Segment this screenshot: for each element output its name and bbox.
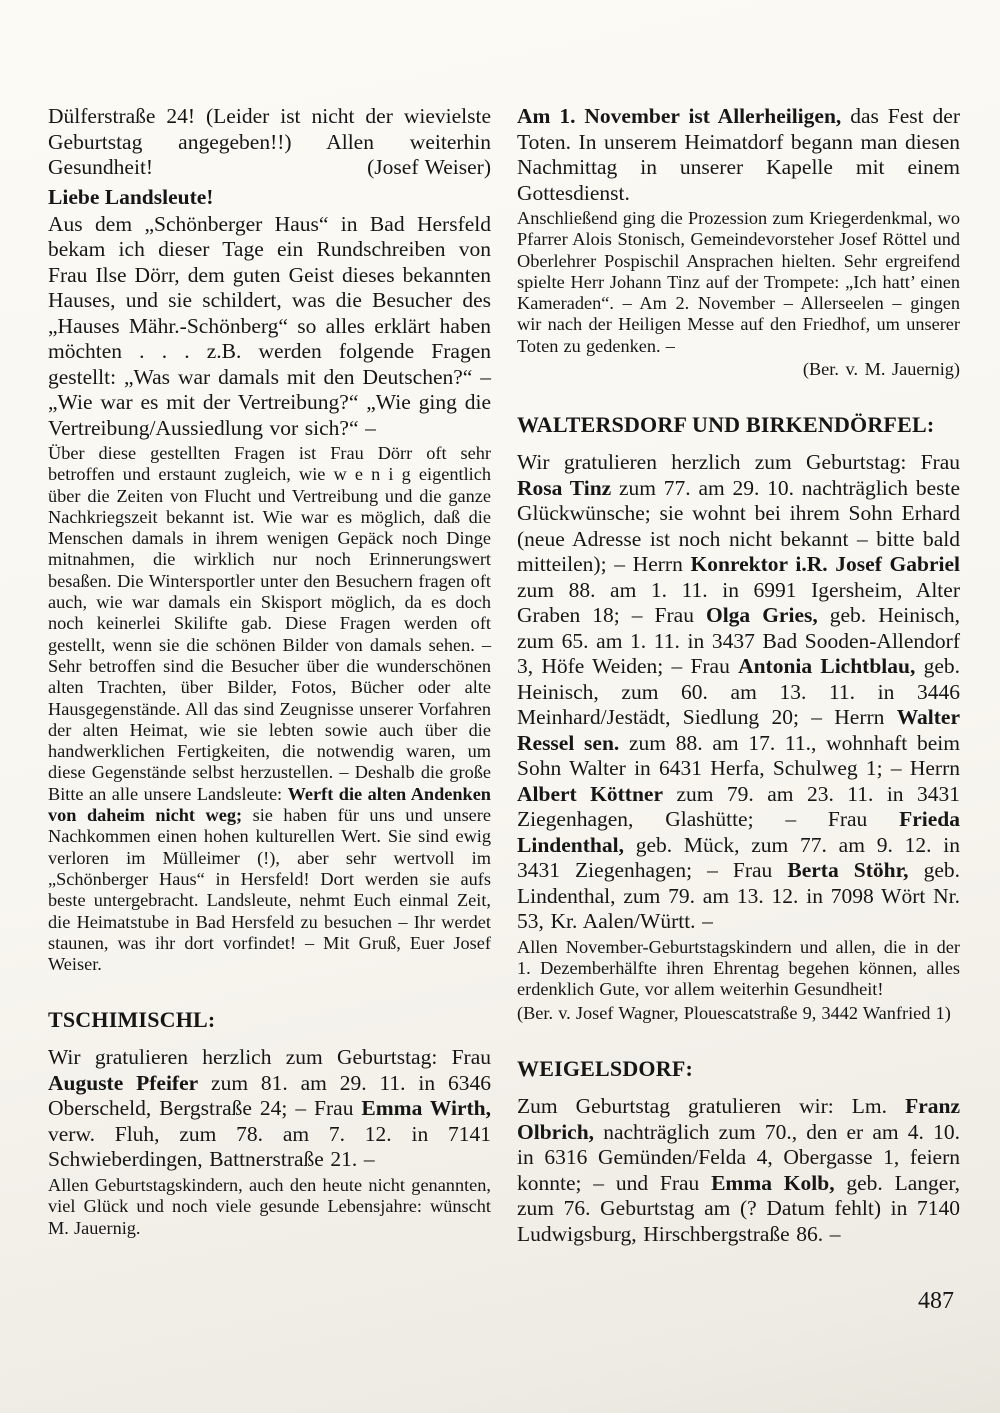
- intro-paragraph: [48, 104, 491, 181]
- intro-text: Dülferstraße 24! (Leider ist nicht der wievielste Geburtstag angegeben!!) Allen weiterhin Gesundheit!: [48, 104, 491, 179]
- prozession-paragraph: Anschließend ging die Prozession zum Kriegerdenkmal, wo Pfarrer Alois Stonisch, Gemeindevorsteher Josef Röttel und Oberlehrer Pospischil Ansprachen hielten. Sehr ergreifend spielte Herr Johann Tinz auf der Trompete: „Ich hatt’ einen Kameraden“. – Am 2. November – Allerseelen – gingen wir nach der Heiligen Messe auf den Friedhof, um unserer Toten zu gedenken. –: [517, 208, 960, 356]
- intro-byline: (Josef Weiser): [367, 155, 491, 179]
- tschimischl-closing-paragraph: Allen Geburtstagskindern, auch den heute nicht genannten, viel Glück und noch viele gesunde Lebensjahre: wünscht M. Jauernig.: [48, 1174, 491, 1238]
- tschimischl-heading: TSCHIMISCHL:: [48, 1007, 216, 1033]
- left-column: [48, 104, 491, 1247]
- jauernig-byline: (Ber. v. M. Jauernig): [802, 359, 960, 380]
- page-number: 487: [918, 1288, 954, 1314]
- greeting-heading: Liebe Landsleute!: [48, 184, 214, 209]
- waltersdorf-heading: WALTERSDORF UND BIRKENDÖRFEL:: [517, 412, 935, 438]
- weigelsdorf-heading: WEIGELSDORF:: [517, 1056, 693, 1082]
- doerr-paragraph: Über diese gestellten Fragen ist Frau Dörr oft sehr betroffen und erstaunt zugleich, wie w e n i g eigentlich über die Zeiten von Flucht und Vertreibung und die ganze Nachkriegszeit bekannt ist. Wie war es möglich, daß die Menschen damals in ihrem wenigen Gepäck noch Dinge mitnahmen, die wirklich nur noch Erinnerungswert besaßen. Die Wintersportler unter den Besuchern fragen oft auch, wie war damals ein Skisport möglich, da es doch noch keinerlei Skilifte gab. Diese Fragen werden oft gestellt, wenn sie die schönen Bilder von damals sehen. – Sehr betroffen sind die Besucher über die wunderschönen alten Trachten, über Bilder, Fotos, Bücher oder alte Hausgegenstände. All das sind Zeugnisse unserer Vorfahren der alten Heimat, wie sie lebten sowie auch über die handwerklichen Fertigkeiten, die notwendig waren, um diese Gegenstände selbst herzustellen. – Deshalb die große Bitte an alle unsere Landsleute: Werft die alten Andenken von daheim nicht weg; sie haben für uns und unsere Nachkommen einen hohen kulturellen Wert. Sie sind ewig verloren im Mülleimer (!), aber sehr wertvoll im „Schönberger Haus“ in Hersfeld! Dort werden sie aufs beste untergebracht. Landsleute, nehmt Euch einmal Zeit, die Heimatstube in Bad Hersfeld zu besuchen – Ihr werdet staunen, was ihr dort vorfindet! – Mit Gruß, Euer Josef Weiser.: [48, 443, 491, 975]
- waltersdorf-birthdays-paragraph: Wir gratulieren herzlich zum Geburtstag: Frau Rosa Tinz zum 77. am 29. 10. nachträglich beste Glückwünsche; sie wohnt bei ihrem Sohn Erhard (neue Adresse ist noch nicht bekannt – bitte bald mitteilen); – Herrn Konrektor i.R. Josef Gabriel zum 88. am 1. 11. in 6991 Igersheim, Alter Graben 18; – Frau Olga Gries, geb. Heinisch, zum 65. am 1. 11. in 3437 Bad Sooden-Allendorf 3, Höfe Weiden; – Frau Antonia Lichtblau, geb. Heinisch, zum 60. am 13. 11. in 3446 Meinhard/Jestädt, Siedlung 20; – Herrn Walter Ressel sen. zum 88. am 17. 11., wohnhaft beim Sohn Walter in 6431 Herfa, Schulweg 1; – Herrn Albert Köttner zum 79. am 23. 11. in 3431 Ziegenhagen, Glashütte; – Frau Frieda Lindenthal, geb. Mück, zum 77. am 9. 12. in 3431 Ziegenhagen; – Frau Berta Stöhr, geb. Lindenthal, zum 79. am 13. 12. in 7098 Wört Nr. 53, Kr. Aalen/Württ. –: [517, 450, 960, 934]
- weigelsdorf-birthdays-paragraph: Zum Geburtstag gratulieren wir: Lm. Franz Olbrich, nachträglich zum 70., den er am 4. 10. in 6316 Gemünden/Felda 4, Obergasse 1, feiern konnte; – und Frau Emma Kolb, geb. Langer, zum 76. Geburtstag am (? Datum fehlt) in 7140 Ludwigsburg, Hirschbergstraße 86. –: [517, 1094, 961, 1246]
- waltersdorf-reporter-line: (Ber. v. Josef Wagner, Plouescatstraße 9, 3442 Wanfried 1): [517, 1002, 951, 1023]
- schoenberg-paragraph: Aus dem „Schönberger Haus“ in Bad Hersfeld bekam ich dieser Tage ein Rundschreiben von Frau Ilse Dörr, dem guten Geist dieses bekannten Hauses, und sie schildert, was die Besucher des „Hauses Mähr.-Schönberg“ so alles erklärt haben möchten . . . z.B. werden folgende Fragen gestellt: „Was war damals mit den Deutschen?“ – „Wie war es mit der Vertreibung?“ „Wie ging die Vertreibung/Aussiedlung vor sich?“ –: [48, 211, 491, 440]
- tschimischl-birthdays-paragraph: Wir gratulieren herzlich zum Geburtstag: Frau Auguste Pfeifer zum 81. am 29. 11. in 6346 Oberscheld, Bergstraße 24; – Frau Emma Wirth, verw. Fluh, zum 78. am 7. 12. in 7141 Schwieberdingen, Battnerstraße 21. –: [48, 1045, 491, 1172]
- waltersdorf-closing-paragraph: Allen November-Geburtstagskindern und allen, die in der 1. Dezemberhälfte ihren Ehrentag begehen können, alles erdenklich Gute, vor allem weiterhin Gesundheit!: [517, 936, 960, 1000]
- allerheiligen-paragraph: Am 1. November ist Allerheiligen, das Fest der Toten. In unserem Heimatdorf begann man diesen Nachmittag in unserer Kapelle mit einem Gottesdienst.: [517, 104, 960, 205]
- right-column: [517, 104, 960, 1247]
